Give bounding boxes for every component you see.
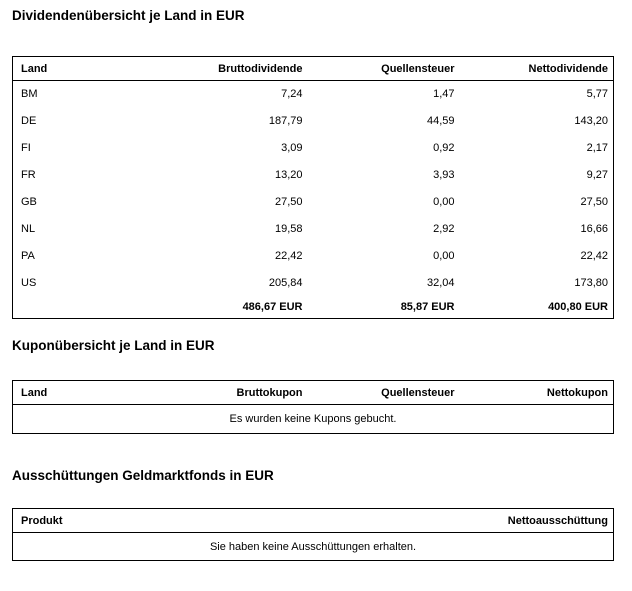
distributions-table	[12, 508, 614, 561]
totals-cell-netto: 400,80 EUR	[548, 301, 608, 314]
coupons-table	[12, 380, 614, 434]
coupons-header-land: Land	[13, 381, 163, 405]
table-cell-steuer: 0,92	[433, 142, 455, 154]
table-cell-netto: 173,80	[574, 277, 608, 289]
totals-row	[13, 297, 614, 319]
table-cell-steuer: 44,59	[426, 115, 455, 127]
dividends-header-bruttodividende: Bruttodividende	[163, 57, 308, 81]
coupons-header-row	[13, 381, 614, 405]
table-cell-steuer: 1,47	[433, 88, 455, 101]
distributions-section-heading: Ausschüttungen Geldmarktfonds in EUR	[12, 468, 274, 483]
table-cell-land: FI	[21, 142, 31, 154]
table-cell-brutto: 187,79	[268, 115, 303, 127]
table-cell-land: NL	[21, 223, 36, 235]
distributions-empty-message: Sie haben keine Ausschüttungen erhalten.	[209, 540, 417, 553]
table-cell-land: DE	[21, 115, 37, 127]
table-cell-netto: 9,27	[586, 169, 608, 181]
coupons-header-bruttokupon: Bruttokupon	[163, 381, 308, 405]
table-cell-netto: 22,42	[580, 250, 608, 262]
table-row	[13, 108, 614, 135]
table-cell-brutto: 27,50	[274, 196, 303, 208]
table-cell-brutto: 7,24	[281, 88, 303, 101]
distributions-header-row	[13, 509, 614, 533]
distributions-header-nettoausschuettung: Nettoausschüttung	[460, 509, 614, 533]
dividends-section-heading: Dividendenübersicht je Land in EUR	[12, 8, 245, 23]
table-row	[13, 533, 614, 561]
table-row	[13, 270, 614, 297]
table-cell-brutto: 13,20	[274, 169, 303, 181]
table-cell-land: GB	[21, 196, 37, 208]
table-row	[13, 81, 614, 108]
table-cell-brutto: 205,84	[268, 277, 303, 289]
coupons-section-heading: Kuponübersicht je Land in EUR	[12, 338, 215, 353]
coupons-header-quellensteuer: Quellensteuer	[308, 381, 460, 405]
table-cell-steuer: 2,92	[433, 223, 455, 235]
table-cell-steuer: 32,04	[426, 277, 455, 289]
table-cell-netto: 5,77	[586, 88, 608, 101]
table-cell-brutto: 3,09	[281, 142, 303, 154]
dividends-header-land: Land	[13, 57, 163, 81]
totals-cell-steuer: 85,87 EUR	[400, 301, 455, 314]
table-row	[13, 405, 614, 434]
table-row	[13, 243, 614, 270]
table-cell-netto: 16,66	[580, 223, 608, 235]
dividends-table	[12, 56, 614, 319]
totals-cell-empty	[13, 297, 163, 319]
table-cell-netto: 27,50	[580, 196, 608, 208]
table-cell-netto: 2,17	[586, 142, 608, 154]
table-row	[13, 216, 614, 243]
dividends-header-quellensteuer: Quellensteuer	[308, 57, 460, 81]
table-row	[13, 189, 614, 216]
table-cell-brutto: 19,58	[274, 223, 303, 235]
coupons-header-nettokupon: Nettokupon	[460, 381, 614, 405]
table-cell-land: FR	[21, 169, 36, 181]
table-cell-steuer: 0,00	[433, 196, 455, 208]
table-row	[13, 135, 614, 162]
table-cell-netto: 143,20	[574, 115, 608, 127]
dividends-header-nettodividende: Nettodividende	[460, 57, 614, 81]
table-cell-steuer: 3,93	[433, 169, 455, 181]
table-cell-land: PA	[21, 250, 35, 262]
totals-cell-brutto: 486,67 EUR	[242, 301, 303, 314]
table-cell-steuer: 0,00	[433, 250, 455, 262]
table-cell-brutto: 22,42	[274, 250, 303, 262]
dividends-header-row	[13, 57, 614, 81]
table-cell-land: BM	[21, 88, 38, 101]
table-row	[13, 162, 614, 189]
distributions-header-produkt: Produkt	[13, 509, 460, 533]
coupons-empty-message: Es wurden keine Kupons gebucht.	[229, 413, 397, 425]
table-cell-land: US	[21, 277, 37, 289]
